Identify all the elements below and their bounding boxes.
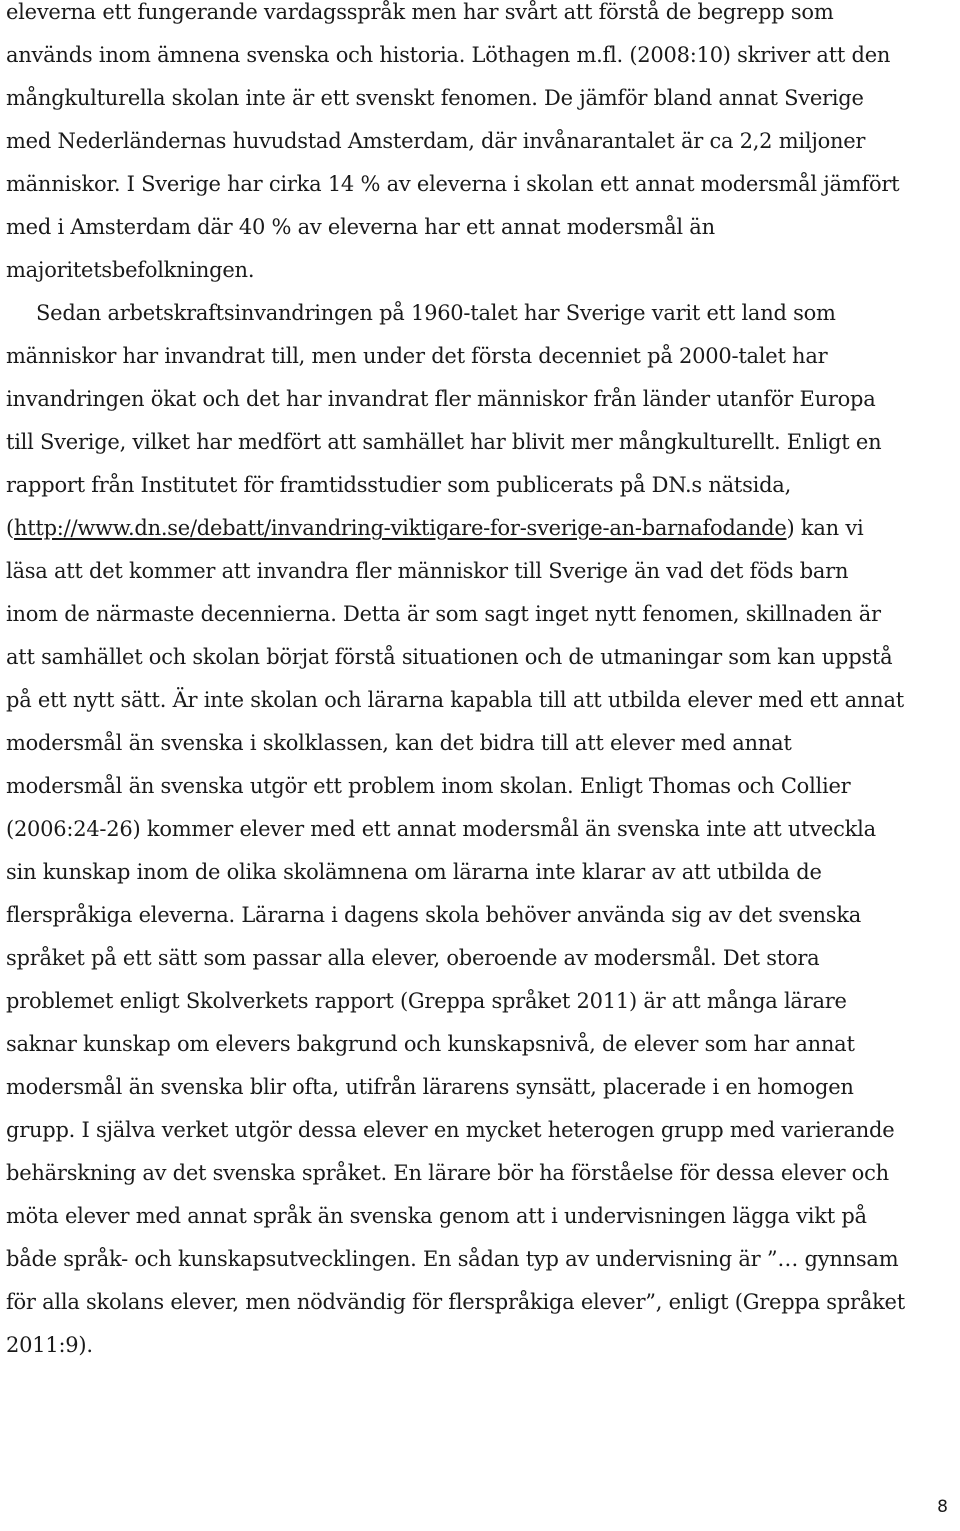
text-line: grupp. I själva verket utgör dessa elever en mycket heterogen grupp med varierande bbox=[6, 1118, 895, 1142]
text-line: eleverna ett fungerande vardagsspråk men har svårt att förstå de begrepp som bbox=[6, 0, 834, 24]
page-number: 8 bbox=[937, 1497, 948, 1517]
article-link[interactable]: http://www.dn.se/debatt/invandring-viktigare-for-sverige-an-barnafodande bbox=[13, 516, 787, 540]
text-line: modersmål än svenska utgör ett problem inom skolan. Enligt Thomas och Collier bbox=[6, 774, 851, 798]
text-line: modersmål än svenska i skolklassen, kan det bidra till att elever med annat bbox=[6, 731, 792, 755]
text-line: med i Amsterdam där 40 % av eleverna har ett annat modersmål än bbox=[6, 215, 715, 239]
text-line: att samhället och skolan börjat förstå situationen och de utmaningar som kan uppstå bbox=[6, 645, 893, 669]
text-line: används inom ämnena svenska och historia. Löthagen m.fl. (2008:10) skriver att den bbox=[6, 43, 891, 67]
text-line: rapport från Institutet för framtidsstudier som publicerats på DN.s nätsida, bbox=[6, 473, 791, 497]
text-line: språket på ett sätt som passar alla elever, oberoende av modersmål. Det stora bbox=[6, 946, 820, 970]
text-line: inom de närmaste decennierna. Detta är som sagt inget nytt fenomen, skillnaden är bbox=[6, 602, 881, 626]
paragraph-start-line: Sedan arbetskraftsinvandringen på 1960-talet har Sverige varit ett land som bbox=[36, 301, 836, 325]
link-trailing-text: ) kan vi bbox=[786, 516, 864, 540]
text-line: människor. I Sverige har cirka 14 % av eleverna i skolan ett annat modersmål jämfört bbox=[6, 172, 900, 196]
text-line: (2006:24-26) kommer elever med ett annat modersmål än svenska inte att utveckla bbox=[6, 817, 876, 841]
text-line: saknar kunskap om elevers bakgrund och kunskapsnivå, de elever som har annat bbox=[6, 1032, 855, 1056]
text-line: för alla skolans elever, men nödvändig för flerspråkiga elever”, enligt (Greppa språket bbox=[6, 1290, 905, 1314]
text-line: läsa att det kommer att invandra fler människor till Sverige än vad det föds barn bbox=[6, 559, 849, 583]
text-line: majoritetsbefolkningen. bbox=[6, 258, 255, 282]
text-line: möta elever med annat språk än svenska genom att i undervisningen lägga vikt på bbox=[6, 1204, 867, 1228]
text-line: problemet enligt Skolverkets rapport (Greppa språket 2011) är att många lärare bbox=[6, 989, 847, 1013]
text-line-with-link bbox=[6, 513, 863, 543]
link-open-paren: ( bbox=[6, 516, 14, 540]
text-line: flerspråkiga eleverna. Lärarna i dagens skola behöver använda sig av det svenska bbox=[6, 903, 862, 927]
text-line: på ett nytt sätt. Är inte skolan och lärarna kapabla till att utbilda elever med ett annat bbox=[6, 688, 904, 712]
text-line: med Nederländernas huvudstad Amsterdam, där invånarantalet är ca 2,2 miljoner bbox=[6, 129, 866, 153]
text-line: 2011:9). bbox=[6, 1333, 93, 1357]
text-line: behärskning av det svenska språket. En lärare bör ha förståelse för dessa elever och bbox=[6, 1161, 889, 1185]
text-line: invandringen ökat och det har invandrat fler människor från länder utanför Europa bbox=[6, 387, 876, 411]
text-line: mångkulturella skolan inte är ett svenskt fenomen. De jämför bland annat Sverige bbox=[6, 86, 864, 110]
text-line: till Sverige, vilket har medfört att samhället har blivit mer mångkulturellt. Enligt en bbox=[6, 430, 882, 454]
text-line: modersmål än svenska blir ofta, utifrån lärarens synsätt, placerade i en homogen bbox=[6, 1075, 854, 1099]
text-line: både språk- och kunskapsutvecklingen. En sådan typ av undervisning är ”… gynnsam bbox=[6, 1247, 899, 1271]
text-line: sin kunskap inom de olika skolämnena om lärarna inte klarar av att utbilda de bbox=[6, 860, 822, 884]
text-line: människor har invandrat till, men under det första decenniet på 2000-talet har bbox=[6, 344, 828, 368]
